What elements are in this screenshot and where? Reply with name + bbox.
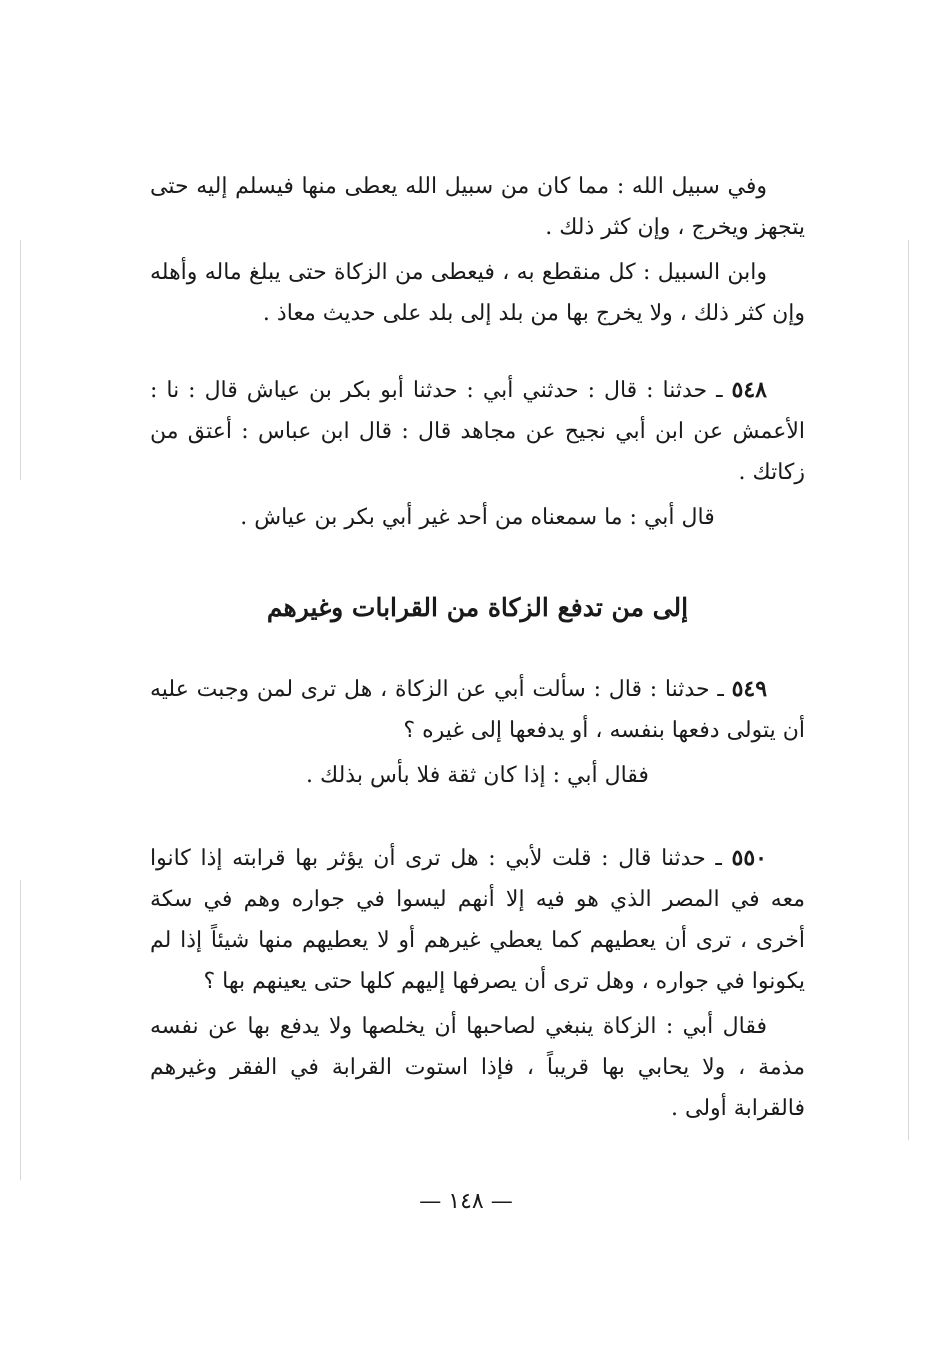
hadith-body: ـ حدثنا قال : قلت لأبي : هل ترى أن يؤثر بها قرابته إذا كانوا معه في المصر الذي هو فيه إلا أنهم ليسوا في جواره وهم في سكة أخرى ، ترى أن يعطيهم كما يعطي غيرهم أو لا يعطيهم منها شيئاً إذا لم يكونوا في جواره ، وهل ترى أن يصرفها إليهم كلها حتى يعينهم بها ؟: [150, 846, 805, 994]
hadith-550-note: فقال أبي : الزكاة ينبغي لصاحبها أن يخلصها ولا يدفع بها عن نفسه مذمة ، ولا يحابي بها قريباً ، فإذا استوت القرابة في الفقر وغيرهم فالقرابة أولى .: [150, 1014, 805, 1121]
hadith-body: ـ حدثنا : قال : حدثني أبي : حدثنا أبو بكر بن عياش قال : نا : الأعمش عن ابن أبي نجيح عن مجاهد قال : قال ابن عباس : أعتق من زكاتك .: [150, 378, 805, 485]
hadith-number: ٥٤٩: [731, 676, 768, 702]
hadith-body: ـ حدثنا : قال : سألت أبي عن الزكاة ، هل ترى لمن وجبت عليه أن يتولى دفعها بنفسه ، أو يدفعها إلى غيره ؟: [150, 677, 805, 743]
fi-sabil-allah-paragraph: وفي سبيل الله : مما كان من سبيل الله يعطى منها فيسلم إليه حتى يتجهز ويخرج ، وإن كثر ذلك .: [150, 174, 805, 240]
hadith-550: [150, 838, 805, 1129]
hadith-548-text: [150, 370, 805, 493]
hadith-548: [150, 370, 805, 538]
scan-edge-line: [908, 240, 909, 1140]
opening-paragraphs: [150, 166, 805, 334]
hadith-number: ٥٤٨: [731, 377, 767, 403]
chapter-title: إلى من تدفع الزكاة من القرابات وغيرهم: [266, 593, 689, 622]
hadith-550-text: [150, 838, 805, 1002]
hadith-549-text: [150, 669, 805, 751]
page-number: — ١٤٨ —: [419, 1189, 513, 1214]
hadith-549-note: فقال أبي : إذا كان ثقة فلا بأس بذلك .: [306, 763, 649, 788]
scan-edge-line: [20, 880, 21, 1180]
hadith-548-note: قال أبي : ما سمعناه من أحد غير أبي بكر بن عياش .: [240, 505, 715, 530]
hadith-549: [150, 669, 805, 796]
scan-edge-line: [20, 240, 21, 480]
ibn-al-sabil-paragraph: وابن السبيل : كل منقطع به ، فيعطى من الزكاة حتى يبلغ ماله وأهله وإن كثر ذلك ، ولا يخرج بها من بلد إلى بلد على حديث معاذ .: [150, 260, 805, 326]
hadith-number: ٥٥٠: [731, 845, 767, 871]
